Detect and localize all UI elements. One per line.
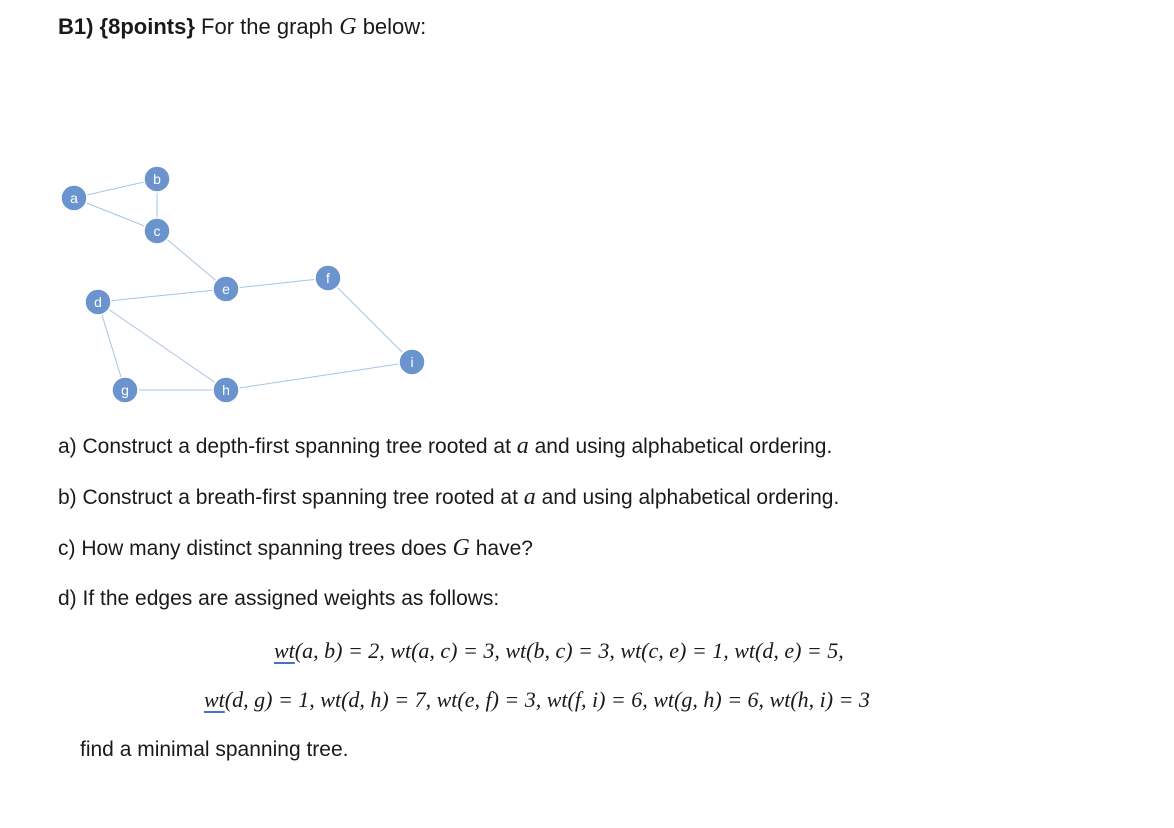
node-d bbox=[85, 289, 111, 315]
question-d-text: d) If the edges are assigned weights as follows: bbox=[58, 587, 500, 610]
node-label-i: i bbox=[410, 354, 414, 370]
node-b bbox=[144, 166, 170, 192]
edge-h-i bbox=[226, 362, 412, 390]
question-a-before: a) Construct a depth-first spanning tree rooted at bbox=[58, 435, 517, 458]
edge-f-i bbox=[328, 278, 412, 362]
node-label-f: f bbox=[326, 270, 330, 286]
problem-label: B1) {8points} bbox=[58, 14, 195, 39]
node-g bbox=[112, 377, 138, 403]
node-label-a: a bbox=[70, 190, 78, 206]
final-instruction: find a minimal spanning tree. bbox=[80, 738, 349, 761]
heading-text-before: For the graph bbox=[194, 14, 340, 39]
question-c-before: c) How many distinct spanning trees does bbox=[58, 537, 453, 560]
edge-e-f bbox=[226, 278, 328, 289]
edge-d-g bbox=[98, 302, 125, 390]
node-a bbox=[61, 185, 87, 211]
question-d bbox=[58, 587, 499, 611]
question-b bbox=[58, 484, 839, 511]
question-c-after: have? bbox=[469, 537, 533, 560]
edge-d-h bbox=[98, 302, 226, 390]
question-a bbox=[58, 433, 832, 460]
weights-line-1 bbox=[274, 638, 844, 664]
node-label-c: c bbox=[153, 223, 161, 239]
question-b-var: a bbox=[523, 484, 536, 510]
weights-line-2-lead: wt bbox=[204, 687, 225, 712]
node-c bbox=[144, 218, 170, 244]
node-label-e: e bbox=[222, 281, 230, 297]
node-label-h: h bbox=[222, 382, 230, 398]
node-i bbox=[399, 349, 425, 375]
weights-line-1-lead: wt bbox=[274, 638, 295, 663]
node-label-d: d bbox=[94, 294, 102, 310]
heading-text-after: below: bbox=[356, 14, 427, 39]
node-e bbox=[213, 276, 239, 302]
question-c bbox=[58, 535, 533, 562]
question-b-before: b) Construct a breath-first spanning tree rooted at bbox=[58, 486, 524, 509]
weights-line-2 bbox=[204, 687, 870, 713]
node-f bbox=[315, 265, 341, 291]
edge-d-e bbox=[98, 289, 226, 302]
weights-line-2-rest: (d, g) = 1, wt(d, h) = 7, wt(e, f) = 3, wt(f, i) = 6, wt(g, h) = 6, wt(h, i) = 3 bbox=[224, 687, 870, 712]
question-a-after: and using alphabetical ordering. bbox=[528, 435, 833, 458]
question-a-var: a bbox=[516, 433, 529, 459]
node-label-g: g bbox=[121, 382, 129, 398]
graph-diagram bbox=[0, 0, 480, 420]
question-b-after: and using alphabetical ordering. bbox=[535, 486, 840, 509]
question-c-var: G bbox=[452, 535, 470, 561]
node-label-b: b bbox=[153, 171, 161, 187]
heading-graph-var: G bbox=[339, 14, 357, 40]
weights-line-1-rest: (a, b) = 2, wt(a, c) = 3, wt(b, c) = 3, wt(c, e) = 1, wt(d, e) = 5, bbox=[294, 638, 844, 663]
node-h bbox=[213, 377, 239, 403]
